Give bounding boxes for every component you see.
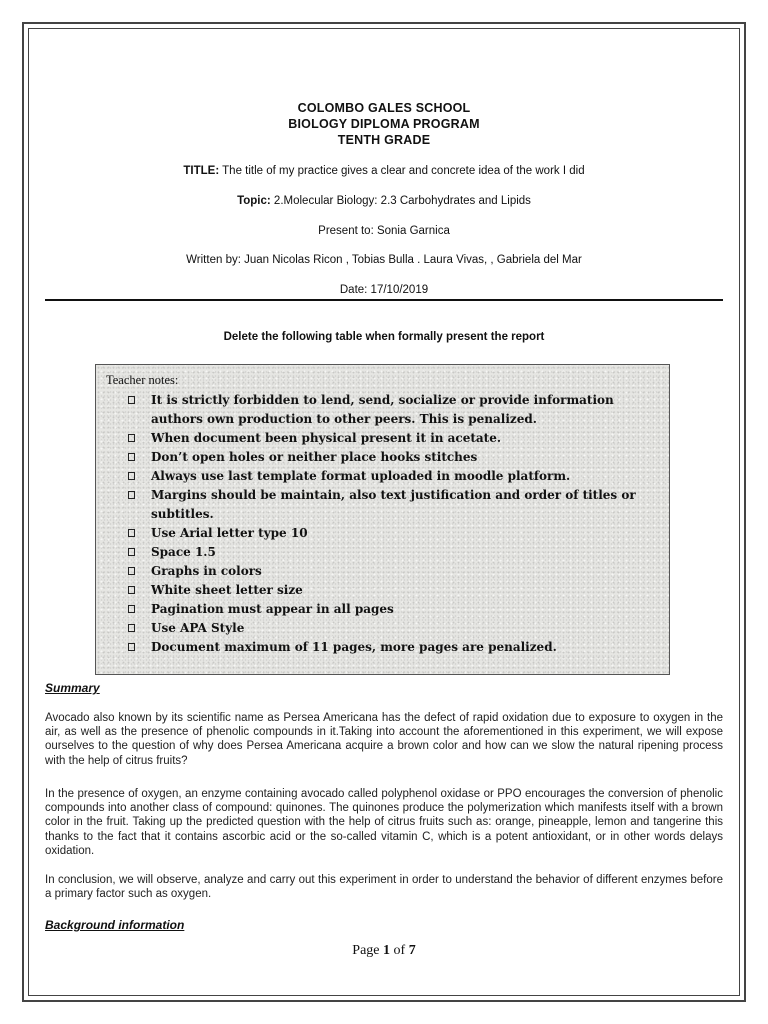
header-divider — [45, 299, 723, 301]
checkbox-bullet-icon — [128, 472, 135, 480]
summary-paragraph-2: In the presence of oxygen, an enzyme containing avocado called polyphenol oxidase or PPO encourages the conversion of phenolic compounds into another class of compound: quinones. The quinones produce the polymerization which manifests itself with a brown color in the fruit. Taking up the predicted question with the help of citrus fruits such as: orange, pineapple, lemon and tangerine this thanks to the fact that it contains ascorbic acid or the so-called vitamin C, which is a potent antioxidant, or in other words delays oxidation. — [45, 788, 723, 857]
background-heading: Background information — [45, 918, 185, 932]
delete-table-note: Delete the following table when formally present the report — [223, 331, 545, 343]
teacher-notes-list — [126, 391, 661, 657]
summary-heading: Summary — [45, 681, 100, 695]
topic-label: Topic: — [237, 195, 271, 207]
checkbox-bullet-icon — [128, 586, 135, 594]
school-name: COLOMBO GALES SCHOOL — [297, 101, 471, 115]
checkbox-bullet-icon — [128, 643, 135, 651]
list-item: Always use last template format uploaded in moodle platform. — [126, 467, 661, 486]
title-label: TITLE: — [183, 165, 220, 177]
list-item: White sheet letter size — [126, 581, 661, 600]
list-item: Graphs in colors — [126, 562, 661, 581]
checkbox-bullet-icon — [128, 529, 135, 537]
list-item: It is strictly forbidden to lend, send, socialize or provide information authors own production to other peers. This is penalized. — [126, 391, 661, 429]
document-header — [45, 100, 723, 148]
list-item: Use Arial letter type 10 — [126, 524, 661, 543]
list-item: Margins should be maintain, also text justification and order of titles or subtitles. — [126, 486, 661, 524]
grade-name: TENTH GRADE — [337, 133, 431, 147]
checkbox-bullet-icon — [128, 567, 135, 575]
teacher-notes-title: Teacher notes: — [106, 373, 179, 387]
of-word: of — [390, 943, 409, 958]
checkbox-bullet-icon — [128, 396, 135, 404]
list-item: Don’t open holes or neither place hooks stitches — [126, 448, 661, 467]
topic-line — [45, 195, 723, 207]
title-line — [45, 165, 723, 177]
title-value: The title of my practice gives a clear and concrete idea of the work I did — [219, 165, 585, 177]
program-name: BIOLOGY DIPLOMA PROGRAM — [288, 117, 480, 131]
list-item: Pagination must appear in all pages — [126, 600, 661, 619]
written-by-line: Written by: Juan Nicolas Ricon , Tobias Bulla . Laura Vivas, , Gabriela del Mar — [186, 254, 582, 266]
teacher-notes-box — [95, 364, 670, 675]
date-line: Date: 17/10/2019 — [339, 284, 429, 296]
page-number — [45, 943, 723, 959]
checkbox-bullet-icon — [128, 605, 135, 613]
summary-paragraph-1: Avocado also known by its scientific name as Persea Americana has the defect of rapid oxidation due to exposure to oxygen in the air, as well as the presence of phenolic compounds in it.Taking into account the aforementioned in this experiment, we will expose ourselves to the question of why does Persea Americana acquire a brown color and how can we slow the natural ripening process with the help of citrus fruits? — [45, 712, 723, 767]
checkbox-bullet-icon — [128, 491, 135, 499]
checkbox-bullet-icon — [128, 453, 135, 461]
checkbox-bullet-icon — [128, 548, 135, 556]
list-item: When document been physical present it in acetate. — [126, 429, 661, 448]
list-item: Document maximum of 11 pages, more pages are penalized. — [126, 638, 661, 657]
summary-paragraph-3: In conclusion, we will observe, analyze and carry out this experiment in order to understand the behavior of different enzymes before a primary factor such as oxygen. — [45, 874, 723, 901]
list-item: Space 1.5 — [126, 543, 661, 562]
present-to-line: Present to: Sonia Garnica — [318, 225, 450, 237]
list-item: Use APA Style — [126, 619, 661, 638]
checkbox-bullet-icon — [128, 624, 135, 632]
checkbox-bullet-icon — [128, 434, 135, 442]
page-word: Page — [352, 943, 384, 958]
total-pages: 7 — [408, 943, 416, 958]
topic-value: 2.Molecular Biology: 2.3 Carbohydrates and Lipids — [270, 195, 531, 207]
current-page: 1 — [383, 943, 391, 958]
